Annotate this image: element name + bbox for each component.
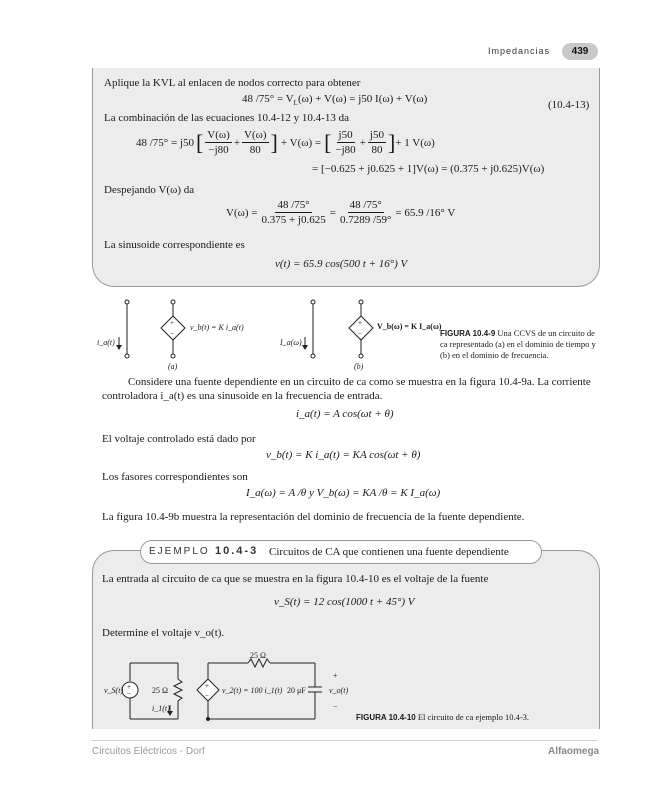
svg-text:+: + [205, 682, 209, 690]
current-i1-label: i_1(t) [152, 704, 170, 713]
svg-text:+: + [358, 319, 362, 327]
paragraph-phasors: Los fasores correspondientes son [102, 471, 248, 483]
controlled-voltage-equation: v_b(t) = K i_a(t) = KA cos(ωt + θ) [266, 449, 421, 461]
figure-b-current-branch [302, 300, 315, 358]
equation-number: (10.4-13) [548, 99, 590, 111]
section-title: Impedancias [488, 46, 551, 56]
kvl-intro: Aplique la KVL al enlacen de nodos correcto para obtener [104, 77, 361, 89]
paragraph-dependent-source: Considere una fuente dependiente en un circuito de ca como se muestra en la figura 10.4-9a. La corriente controladora i_a(t) es una sinusoide en la frecuencia de entrada. [102, 376, 591, 402]
figure-10-4-9 [95, 292, 445, 372]
equation-10-4-13: 48 $/75^\circ = V_L(\omega) + V(\omega) = j50$ I(ω) + V(ω) [242, 93, 428, 108]
combined-equation-result: = [−0.625 + j0.625 + 1]V(ω) = (0.375 + j0.625)V(ω) [312, 163, 545, 175]
resistor-top-label: 25 Ω [250, 651, 266, 660]
svg-text:−: − [358, 330, 362, 338]
voltage-equation: V(ω) = $\frac{48 /75^\circ}{0.375 + j0.625}$ = $\frac{48 /75^\circ}{0.7289 /59^\circ}$ = 65.9 /16° V [226, 199, 456, 226]
svg-text:+: + [170, 319, 174, 327]
solve-text: Despejando V(ω) da [104, 184, 195, 196]
vo-minus-sign: − [333, 702, 338, 711]
sinusoid-text: La sinusoide correspondiente es [104, 239, 245, 251]
paragraph-frequency-domain: La figura 10.4-9b muestra la representación del dominio de frecuencia de la fuente dependiente. [102, 511, 525, 523]
figure-10-4-10-caption: FIGURA 10.4-10 El circuito de ca ejemplo 10.4-3. [356, 712, 530, 722]
figure-a-current-label: i_a(t) [97, 338, 115, 347]
vo-label: v_o(t) [329, 686, 349, 695]
figure-b-dependent-source [349, 300, 373, 358]
figure-10-4-9-caption: FIGURA 10.4-9 Una CCVS de un circuito de ca representado (a) en el dominio de tiempo y (b) en el dominio de frecuencia. [440, 328, 596, 360]
figure-b-current-label: I_a(ω) [280, 338, 302, 347]
controlling-current-equation: i_a(t) = A cos(ωt + θ) [296, 408, 394, 420]
svg-text:−: − [127, 690, 131, 698]
paragraph-controlled-voltage: El voltaje controlado está dado por [102, 433, 256, 445]
figure-b-source-label: V_b(ω) = K I_a(ω) [377, 322, 442, 331]
combined-equation: 48 /75° = j50 [ $\frac{V(\omega)}{-j80}$ + $\frac{V(\omega)}{80}$ ] + V(ω) = [ $\frac{j50}{-j80}$ + $\frac{j50}{80}$ ] + 1 V(ω) [136, 129, 435, 156]
source-vs-label: v_S(t) [104, 686, 124, 695]
example-source-equation: v_S(t) = 12 cos(1000 t + 45°) V [274, 596, 415, 608]
page-number: 439 [562, 43, 598, 60]
phasor-equation: I_a(ω) = A /θ y V_b(ω) = KA /θ = K I_a(ω) [246, 487, 441, 499]
example-number: 10.4-3 [215, 545, 259, 557]
vo-plus-sign: + [333, 671, 338, 680]
sinusoid-equation: v(t) = 65.9 cos(500 t + 16°) V [275, 258, 408, 270]
capacitor-label: 20 μF [287, 686, 306, 695]
figure-a-source-label: v_b(t) = K i_a(t) [190, 323, 244, 332]
example-task: Determine el voltaje v_o(t). [102, 627, 225, 639]
svg-text:−: − [170, 330, 174, 338]
example-intro: La entrada al circuito de ca que se muestra en la figura 10.4-10 es el voltaje de la fuente [102, 573, 489, 585]
resistor-left-label: 25 Ω [152, 686, 168, 695]
figure-a-current-branch [116, 300, 129, 358]
example-title-bar [140, 540, 542, 564]
example-title: Circuitos de CA que contienen una fuente dependiente [269, 546, 509, 558]
footer-rule [92, 740, 598, 741]
svg-text:+: + [127, 683, 131, 691]
footer-book-title: Circuitos Eléctricos - Dorf [92, 746, 205, 757]
dependent-source-label: v_2(t) = 100 i_1(t) [222, 686, 283, 695]
figure-b-label: (b) [354, 362, 364, 371]
figure-a-label: (a) [168, 362, 178, 371]
example-word: EJEMPLO [149, 546, 210, 557]
combination-text: La combinación de las ecuaciones 10.4-12 y 10.4-13 da [104, 112, 349, 124]
footer-publisher: Alfaomega [548, 746, 600, 757]
resistor-left-icon [174, 679, 182, 701]
svg-text:−: − [205, 692, 209, 700]
figure-a-dependent-source [161, 300, 185, 358]
